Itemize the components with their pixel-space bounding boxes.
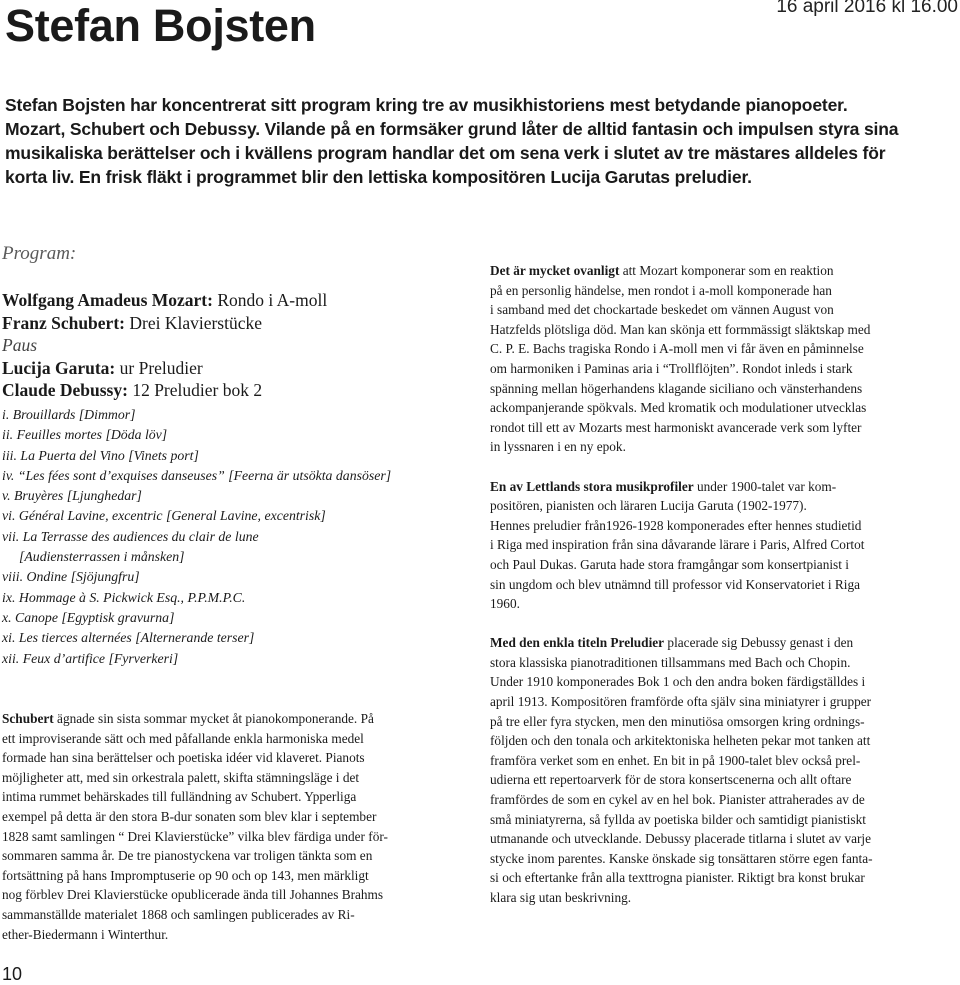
text-line: framföra verket som en enhet. En bit in på 1900-talet blev också prel- <box>490 752 861 768</box>
prelude-item: iv. “Les fées sont d’exquises danseuses” [Feerna är utsökta dansöser] <box>2 467 392 483</box>
text-line: i samband med det chockartade beskedet om vännen August von <box>490 302 834 318</box>
text-line: Hennes preludier från1926-1928 komponerades efter hennes studietid <box>490 517 862 533</box>
text-line: sammanställde materialet 1868 och samlingen publicerades av Ri- <box>2 906 355 922</box>
program-item-debussy <box>2 379 462 402</box>
intro-line: Mozart, Schubert och Debussy. Vilande på en formsäker grund låter de alltid fantasin och impulsen styra sina <box>5 119 899 139</box>
text-line: framfördes de som en cykel av en hel bok. Pianister attraherades av de <box>490 792 865 808</box>
prelude-item: vi. Général Lavine, excentric [General Lavine, excentrisk] <box>2 508 326 524</box>
prelude-item: v. Bruyères [Ljunghedar] <box>2 488 142 504</box>
prelude-item: xi. Les tierces alternées [Alternerande terser] <box>2 630 255 646</box>
text-line: udierna ett repertoarverk för de stora konsertscenerna och allt oftare <box>490 772 852 788</box>
paragraph-lead: Det är mycket ovanligt <box>490 263 620 278</box>
program-list <box>2 289 462 402</box>
work-title: Rondo i A-moll <box>212 290 328 310</box>
intro-line: Stefan Bojsten har koncentrerat sitt program kring tre av musikhistoriens mest betydande pianopoeter. <box>5 95 848 115</box>
mozart-paragraph <box>490 261 960 457</box>
text-line: april 1913. Kompositören framförde ofta själv sina miniatyrer i grupper <box>490 694 872 710</box>
text-line: intima rummet behärskades till fulländning av Schubert. Ypperliga <box>2 789 357 805</box>
schubert-paragraph <box>2 709 472 944</box>
paragraph-lead: En av Lettlands stora musikprofiler <box>490 478 694 494</box>
prelude-item: x. Canope [Egyptisk gravurna] <box>2 609 175 625</box>
program-item-schubert <box>2 312 462 335</box>
program-item-paus: Paus <box>2 335 37 355</box>
work-title: ur Preludier <box>115 357 203 378</box>
text-line: ackompanjerande spökvals. Med kromatik och modulationer utvecklas <box>490 400 867 416</box>
prelude-item: ix. Hommage à S. Pickwick Esq., P.P.M.P.C. <box>2 589 246 605</box>
text-line: si och eftertanke från alla texttrogna pianister. Riktigt bra konst brukar <box>490 870 865 886</box>
text-line: små miniatyrerna, så fyllda av poetiska bilder och samtidigt pianistiskt <box>490 811 866 827</box>
program-item-garuta <box>2 357 462 380</box>
composer-name: Lucija Garuta: <box>2 357 116 378</box>
text-line: 1960. <box>490 596 520 612</box>
program-heading: Program: <box>2 243 77 264</box>
intro-paragraph <box>5 93 960 189</box>
prelude-item: ii. Feuilles mortes [Döda löv] <box>2 427 168 443</box>
text-line: på tre eller fyra stycken, men den minutiösa omsorgen kring ordnings- <box>490 713 865 729</box>
prelude-item: vii. La Terrasse des audiences du clair de lune <box>2 528 259 544</box>
text-line: in lyssnaren i en ny epok. <box>490 439 626 455</box>
debussy-paragraph <box>490 633 960 907</box>
text-line: positören, pianisten och läraren Lucija Garuta (1902-1977). <box>490 498 807 514</box>
text-line: rondot till ett av Mozarts mest harmoniskt avancerade verk som lyfter <box>490 419 862 435</box>
text-line: om harmoniken i Paminas aria i “Trollflöjten”. Rondot inleds i stark <box>490 360 853 376</box>
prelude-item: viii. Ondine [Sjöjungfru] <box>2 569 140 585</box>
page-title: Stefan Bojsten <box>5 0 316 51</box>
text-line: följden och den tonala och arkitektoniska helheten pekar mot tanken att <box>490 733 871 749</box>
work-title: 12 Preludier bok 2 <box>127 380 263 400</box>
prelude-item: xii. Feux d’artifice [Fyrverkeri] <box>2 650 179 666</box>
text-line: C. P. E. Bachs tragiska Rondo i A-moll men vi får även en påminnelse <box>490 341 864 357</box>
text-line: exempel på detta är den stora B-dur sonaten som blev klar i september <box>2 808 377 824</box>
text-line: sommaren samma år. De tre pianostyckena var troligen tänkta som en <box>2 848 373 864</box>
prelude-item: i. Brouillards [Dimmor] <box>2 407 136 422</box>
prelude-list <box>2 405 472 669</box>
text-line: sin ungdom och blev utnämnd till professor vid Konservatoriet i Riga <box>490 576 861 592</box>
text-line: på en personlig händelse, men rondot i a-moll komponerade han <box>490 282 832 298</box>
composer-name: Franz Schubert: <box>2 312 125 333</box>
paragraph-lead: Schubert <box>2 711 54 726</box>
garuta-paragraph <box>490 477 960 614</box>
text-line: ett improviserande sätt och med påfallande enkla harmoniska medel <box>2 730 364 746</box>
text-line: stora klassiska pianotraditionen tillsammans med Bach och Chopin. <box>490 654 851 670</box>
event-date: 16 april 2016 kl 16.00 <box>776 0 958 17</box>
composer-name: Claude Debussy: <box>2 380 128 400</box>
text-line: Med den enkla titeln Preludier placerade sig Debussy genast i den <box>490 635 854 651</box>
text-line: Under 1910 komponerades Bok 1 och den andra boken färdigställdes i <box>490 674 866 690</box>
text-line: formade han sina berättelser och poetiska idéer vid klaveret. Pianots <box>2 750 365 766</box>
text-line: klara sig utan beskrivning. <box>490 890 632 905</box>
right-column <box>490 261 960 908</box>
intro-line: korta liv. En frisk fläkt i programmet blir den lettiska kompositören Lucija Garutas preludier. <box>5 167 752 187</box>
paragraph-lead: Med den enkla titeln Preludier <box>490 635 665 651</box>
intro-line: musikaliska berättelser och i kvällens program handlar det om sena verk i slutet av tre mästares alldeles för <box>5 143 886 163</box>
composer-name: Wolfgang Amadeus Mozart: <box>2 290 213 310</box>
text-line: 1828 samt samlingen “ Drei Klavierstücke” vilka blev färdiga under för- <box>2 828 388 844</box>
prelude-item-continuation: [Audiensterrassen i månsken] <box>19 549 185 565</box>
text-line: Schubert ägnade sin sista sommar mycket åt pianokomponerande. På <box>2 711 374 726</box>
text-line: spänning mellan högerhandens klagande siciliano och vänsterhandens <box>490 380 863 396</box>
text-line: fortsättning på hans Impromptuserie op 90 och op 143, men märkligt <box>2 867 369 883</box>
text-line: En av Lettlands stora musikprofiler under 1900-talet var kom- <box>490 478 837 494</box>
text-line: Det är mycket ovanligt att Mozart komponerar som en reaktion <box>490 263 834 278</box>
text-line: ether-Biedermann i Winterthur. <box>2 926 169 942</box>
text-line: Hatzfelds plötsliga död. Man kan skönja ett formmässigt släktskap med <box>490 321 871 337</box>
text-line: stycke inom parentes. Kanske önskade sig tonsättaren större egen fanta- <box>490 850 873 866</box>
program-item-mozart <box>2 289 462 312</box>
prelude-item: iii. La Puerta del Vino [Vinets port] <box>2 447 199 463</box>
page-number: 10 <box>2 964 23 984</box>
text-line: möjligheter att, med sin orkestrala palett, skifta stämningsläge i det <box>2 769 360 785</box>
text-line: utmanande och utvecklande. Debussy placerade titlarna i slutet av varje <box>490 831 872 847</box>
text-line: nog förblev Drei Klavierstücke opublicerade ända till Johannes Brahms <box>2 887 384 903</box>
work-title: Drei Klavierstücke <box>124 312 263 333</box>
text-line: och Paul Dukas. Garuta hade stora framgångar som konsertpianist i <box>490 556 849 572</box>
text-line: i Riga med inspiration från sina dåvarande lärare i Paris, Alfred Cortot <box>490 537 865 553</box>
